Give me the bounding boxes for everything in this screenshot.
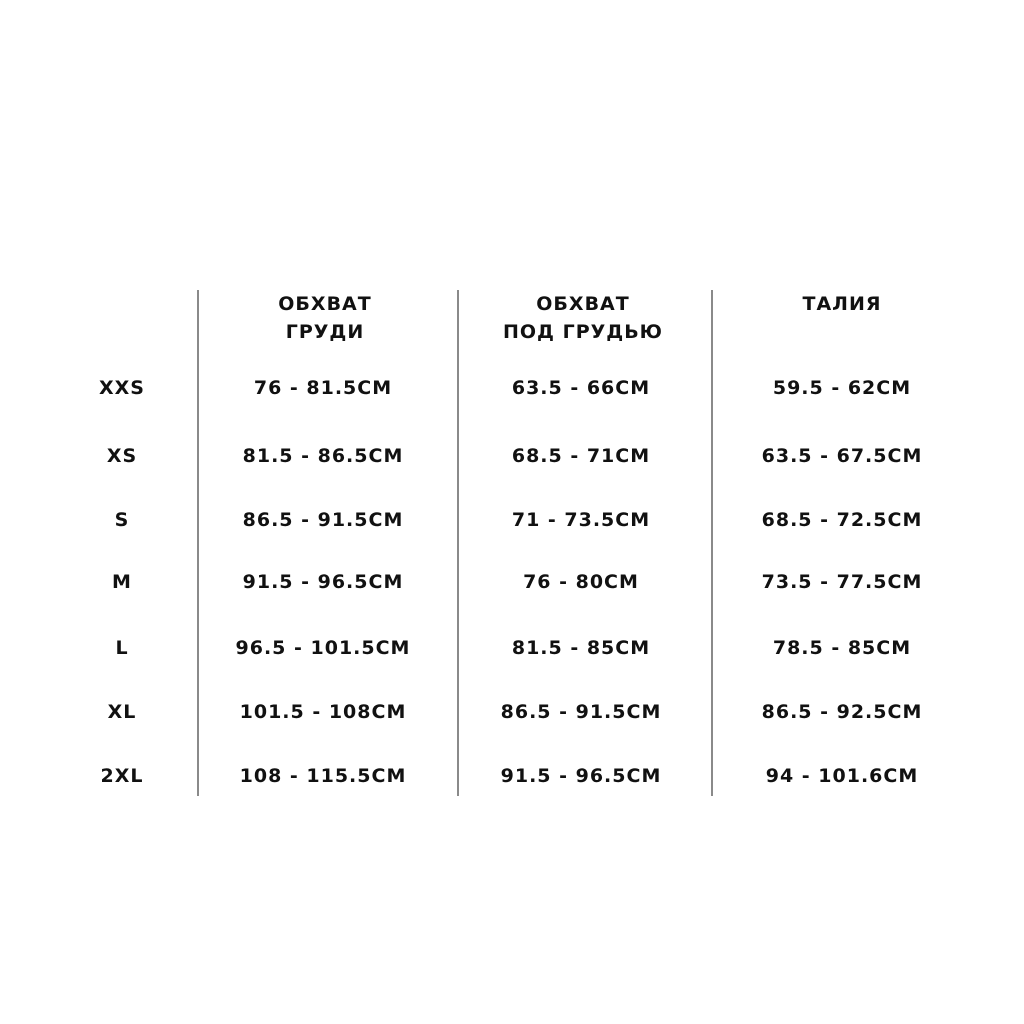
waist-value: 86.5 - 92.5CM [761, 701, 923, 723]
chest-value: 91.5 - 96.5CM [242, 571, 404, 593]
underbust-value: 81.5 - 85CM [511, 637, 651, 659]
chest-value: 108 - 115.5CM [239, 765, 407, 787]
header-chest: ОБХВАТ ГРУДИ [278, 293, 372, 343]
size-label: M [112, 571, 132, 593]
size-label: XS [106, 445, 138, 467]
size-label: 2XL [100, 765, 144, 787]
chest-value: 76 - 81.5CM [253, 377, 393, 399]
size-label: L [115, 637, 129, 659]
waist-value: 59.5 - 62CM [772, 377, 912, 399]
chest-value: 101.5 - 108CM [239, 701, 407, 723]
underbust-value: 76 - 80CM [523, 571, 639, 593]
chest-value: 96.5 - 101.5CM [235, 637, 411, 659]
underbust-value: 86.5 - 91.5CM [500, 701, 662, 723]
header-underbust: ОБХВАТ ПОД ГРУДЬЮ [503, 293, 663, 343]
underbust-value: 68.5 - 71CM [511, 445, 651, 467]
underbust-value: 71 - 73.5CM [511, 509, 651, 531]
waist-value: 63.5 - 67.5CM [761, 445, 923, 467]
column-divider [711, 290, 713, 796]
size-label: S [114, 509, 130, 531]
column-divider [457, 290, 459, 796]
waist-value: 94 - 101.6CM [765, 765, 919, 787]
size-label: XXS [99, 377, 145, 399]
waist-value: 78.5 - 85CM [772, 637, 912, 659]
waist-value: 68.5 - 72.5CM [761, 509, 923, 531]
header-waist: ТАЛИЯ [802, 293, 882, 315]
chest-value: 86.5 - 91.5CM [242, 509, 404, 531]
chest-value: 81.5 - 86.5CM [242, 445, 404, 467]
waist-value: 73.5 - 77.5CM [761, 571, 923, 593]
size-label: XL [107, 701, 137, 723]
underbust-value: 91.5 - 96.5CM [500, 765, 662, 787]
column-divider [197, 290, 199, 796]
underbust-value: 63.5 - 66CM [511, 377, 651, 399]
